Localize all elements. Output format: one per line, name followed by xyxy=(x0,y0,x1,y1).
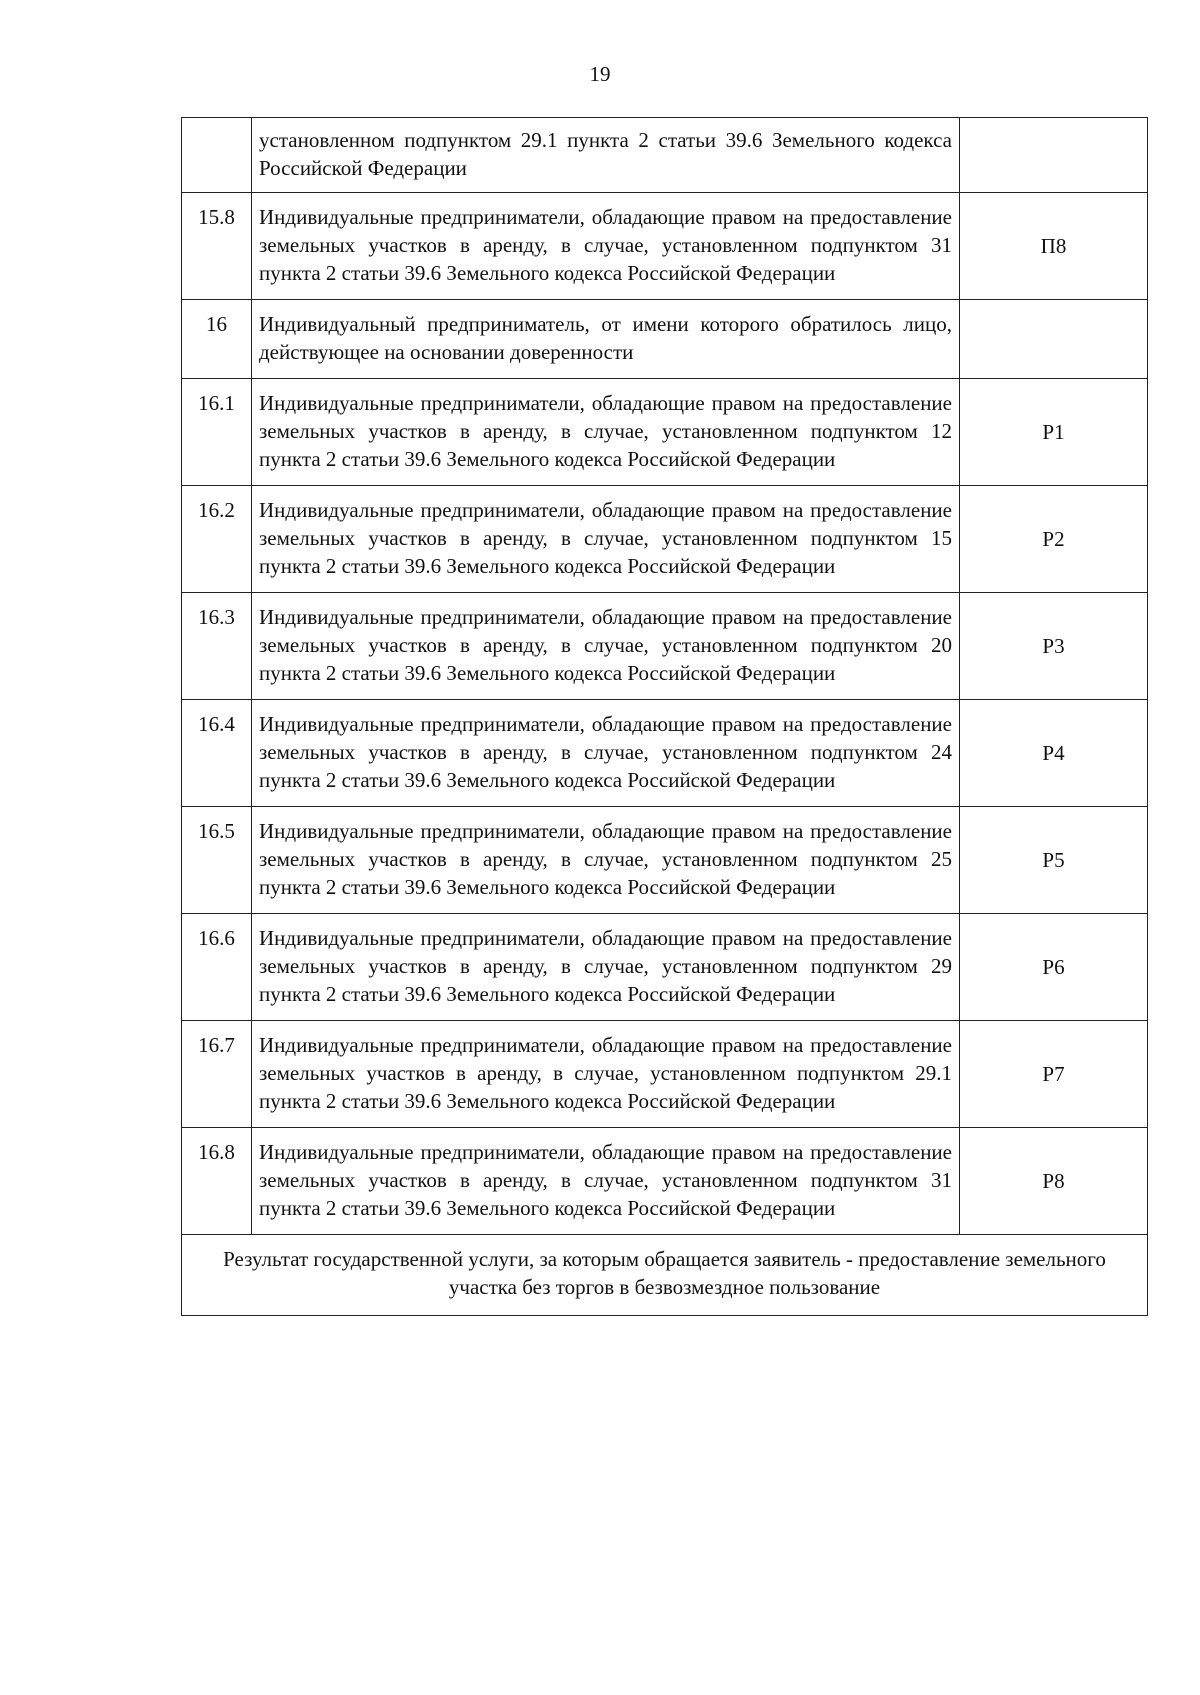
row-description: Индивидуальные предприниматели, обладающие правом на предоставление земельных участков в аренду, в случае, установленном подпунктом 25 пункта 2 статьи 39.6 Земельного кодекса Российской Федерации xyxy=(252,807,960,914)
row-description: Индивидуальные предприниматели, обладающие правом на предоставление земельных участков в аренду, в случае, установленном подпунктом 29 пункта 2 статьи 39.6 Земельного кодекса Российской Федерации xyxy=(252,914,960,1021)
document-table xyxy=(181,117,1148,1316)
table-row xyxy=(182,914,1148,1021)
row-code: Р8 xyxy=(960,1128,1148,1235)
row-description: Индивидуальные предприниматели, обладающие правом на предоставление земельных участков в аренду, в случае, установленном подпунктом 31 пункта 2 статьи 39.6 Земельного кодекса Российской Федерации xyxy=(252,193,960,300)
page-number: 19 xyxy=(589,62,611,86)
row-code: Р3 xyxy=(960,593,1148,700)
table-row xyxy=(182,300,1148,379)
row-number: 16.2 xyxy=(182,486,252,593)
result-row xyxy=(182,1235,1148,1316)
row-code xyxy=(960,118,1148,193)
row-code: П8 xyxy=(960,193,1148,300)
table-row xyxy=(182,1128,1148,1235)
row-description: Индивидуальные предприниматели, обладающие правом на предоставление земельных участков в аренду, в случае, установленном подпунктом 20 пункта 2 статьи 39.6 Земельного кодекса Российской Федерации xyxy=(252,593,960,700)
row-number: 16.1 xyxy=(182,379,252,486)
table-row xyxy=(182,807,1148,914)
row-number: 16.6 xyxy=(182,914,252,1021)
row-description: Индивидуальные предприниматели, обладающие правом на предоставление земельных участков в аренду, в случае, установленном подпунктом 12 пункта 2 статьи 39.6 Земельного кодекса Российской Федерации xyxy=(252,379,960,486)
table-row xyxy=(182,118,1148,193)
row-code: Р1 xyxy=(960,379,1148,486)
table-row xyxy=(182,486,1148,593)
row-code: Р6 xyxy=(960,914,1148,1021)
table-row xyxy=(182,700,1148,807)
table-row xyxy=(182,1021,1148,1128)
row-code xyxy=(960,300,1148,379)
result-description: Результат государственной услуги, за которым обращается заявитель - предоставление земельного участка без торгов в безвозмездное пользование xyxy=(182,1235,1148,1316)
row-description: Индивидуальные предприниматели, обладающие правом на предоставление земельных участков в аренду, в случае, установленном подпунктом 29.1 пункта 2 статьи 39.6 Земельного кодекса Российской Федерации xyxy=(252,1021,960,1128)
row-description: установленном подпунктом 29.1 пункта 2 статьи 39.6 Земельного кодекса Российской Федерации xyxy=(252,118,960,193)
row-code: Р5 xyxy=(960,807,1148,914)
row-number: 15.8 xyxy=(182,193,252,300)
table-row xyxy=(182,193,1148,300)
row-code: Р4 xyxy=(960,700,1148,807)
row-description: Индивидуальные предприниматели, обладающие правом на предоставление земельных участков в аренду, в случае, установленном подпунктом 15 пункта 2 статьи 39.6 Земельного кодекса Российской Федерации xyxy=(252,486,960,593)
table-row xyxy=(182,379,1148,486)
row-description: Индивидуальный предприниматель, от имени которого обратилось лицо, действующее на основании доверенности xyxy=(252,300,960,379)
row-description: Индивидуальные предприниматели, обладающие правом на предоставление земельных участков в аренду, в случае, установленном подпунктом 31 пункта 2 статьи 39.6 Земельного кодекса Российской Федерации xyxy=(252,1128,960,1235)
row-number: 16.8 xyxy=(182,1128,252,1235)
row-number: 16.4 xyxy=(182,700,252,807)
row-code: Р2 xyxy=(960,486,1148,593)
row-number: 16.3 xyxy=(182,593,252,700)
row-number: 16.7 xyxy=(182,1021,252,1128)
row-number xyxy=(182,118,252,193)
row-number: 16 xyxy=(182,300,252,379)
row-number: 16.5 xyxy=(182,807,252,914)
row-code: Р7 xyxy=(960,1021,1148,1128)
row-description: Индивидуальные предприниматели, обладающие правом на предоставление земельных участков в аренду, в случае, установленном подпунктом 24 пункта 2 статьи 39.6 Земельного кодекса Российской Федерации xyxy=(252,700,960,807)
table-row xyxy=(182,593,1148,700)
